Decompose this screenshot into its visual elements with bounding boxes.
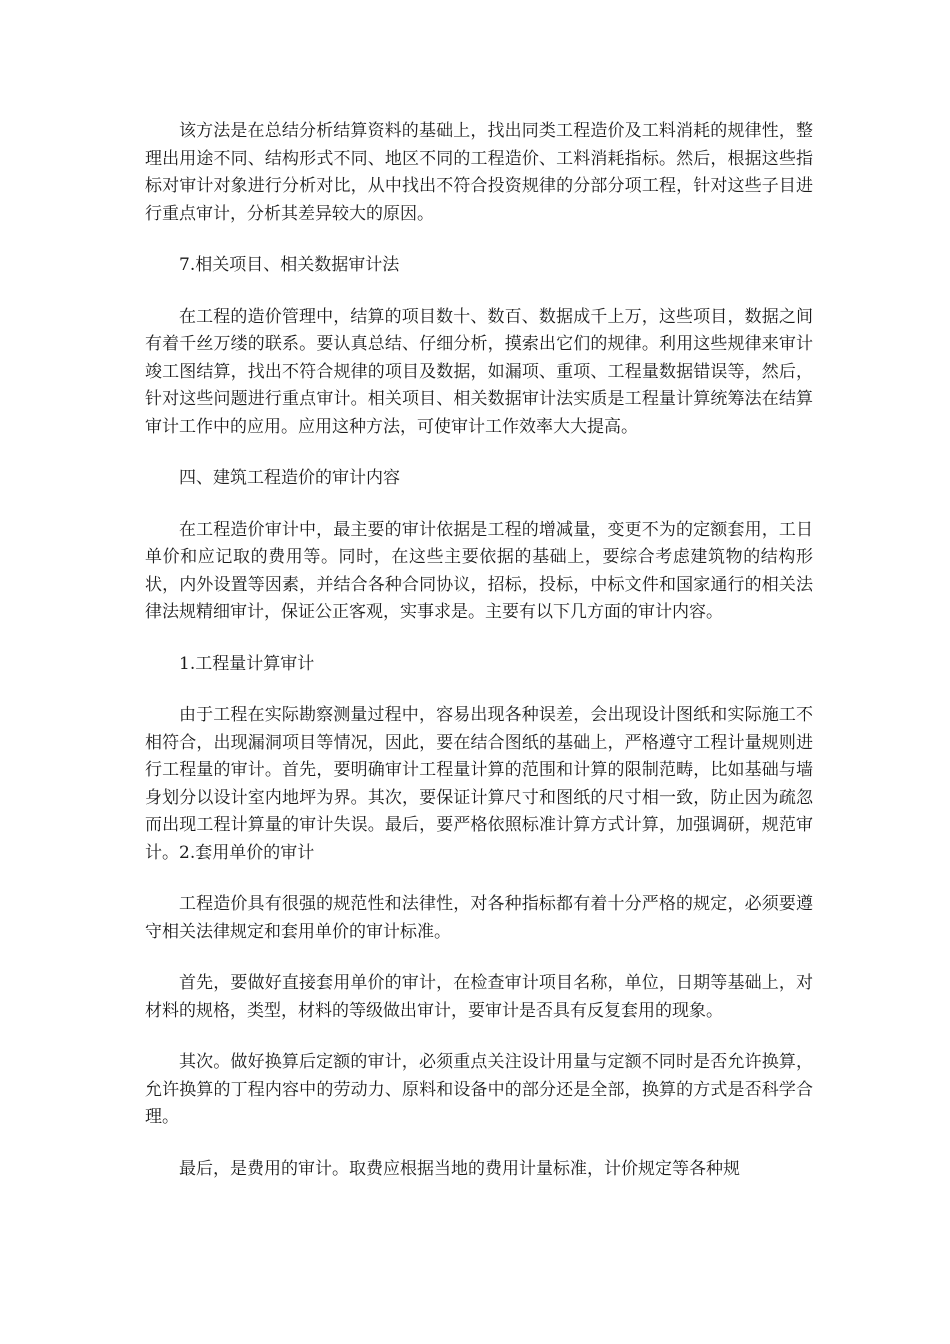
paragraph-pricing-norms: 工程造价具有很强的规范性和法律性，对各种指标都有着十分严格的规定，必须要遵守相关法律规定和套用单价的审计标准。 (145, 894, 813, 942)
paragraph-second-conversion: 其次。做好换算后定额的审计，必须重点关注设计用量与定额不同时是否允许换算，允许换算的丁程内容中的劳动力、原料和设备中的部分还是全部，换算的方式是否科学合理。 (145, 1052, 813, 1127)
paragraph-last-fees: 最后，是费用的审计。取费应根据当地的费用计量标准，计价规定等各种规 (179, 1158, 740, 1179)
heading-audit-content: 四、建筑工程造价的审计内容 (179, 468, 400, 488)
heading-related-items-audit: 7.相关项目、相关数据审计法 (179, 255, 400, 275)
paragraph-audit-basis: 在工程造价审计中，最主要的审计依据是工程的增减量，变更不为的定额套用，工日单价和应记取的费用等。同时，在这些主要依据的基础上，要综合考虑建筑物的结构形状，内外设置等因素，并结合各种合同协议，招标，投标，中标文件和国家通行的相关法律法规精细审计，保证公正客观，实事求是。主要有以下几方面的审计内容。 (145, 519, 813, 622)
paragraph-quantity-audit: 由于工程在实际勘察测量过程中，容易出现各种误差，会出现设计图纸和实际施工不相符合，出现漏洞项目等情况，因此，要在结合图纸的基础上，严格遵守工程计量规则进行工程量的审计。首先，要明确审计工程量计算的范围和计算的限制范畴，比如基础与墙身划分以设计室内地坪为界。其次，要保证计算尺寸和图纸的尺寸相一致，防止因为疏忽而出现工程计算量的审计失误。最后，要严格依照标准计算方式计算，加强调研，规范审计。2.套用单价的审计 (145, 705, 813, 863)
document-page (145, 118, 813, 1207)
paragraph-first-direct-price: 首先，要做好直接套用单价的审计，在检查审计项目名称，单位，日期等基础上，对材料的规格，类型，材料的等级做出审计，要审计是否具有反复套用的现象。 (145, 973, 813, 1021)
paragraph-method-description: 该方法是在总结分析结算资料的基础上，找出同类工程造价及工料消耗的规律性，整理出用途不同、结构形式不同、地区不同的工程造价、工料消耗指标。然后，根据这些指标对审计对象进行分析对比，从中找出不符合投资规律的分部分项工程，针对这些子目进行重点审计，分析其差异较大的原因。 (145, 121, 813, 224)
heading-quantity-audit: 1.工程量计算审计 (179, 653, 315, 674)
paragraph-related-items: 在工程的造价管理中，结算的项目数十、数百、数据成千上万，这些项目，数据之间有着千丝万缕的联系。要认真总结、仔细分析，摸索出它们的规律。利用这些规律来审计竣工图结算，找出不符合规律的项目及数据，如漏项、重项、工程量数据错误等，然后，针对这些问题进行重点审计。相关项目、相关数据审计法实质是工程量计算统筹法在结算审计工作中的应用。应用这种方法，可使审计工作效率大大提高。 (145, 306, 813, 437)
